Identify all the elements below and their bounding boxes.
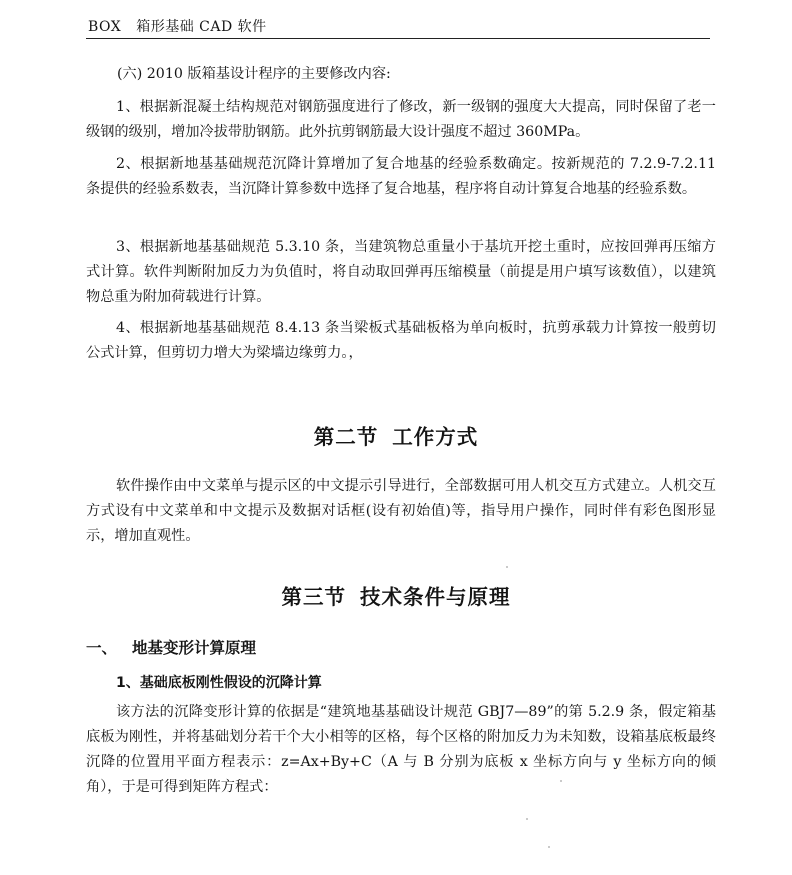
- header-app-name: BOX: [88, 19, 122, 35]
- revision-item-1: 1、根据新混凝土结构规范对钢筋强度进行了修改，新一级钢的强度大大提高，同时保留了老一级钢的级别，增加冷拔带肋钢筋。此外抗剪钢筋最大设计强度不超过 360MPa。: [86, 99, 716, 140]
- scan-speck: [526, 818, 528, 820]
- running-header: [88, 16, 708, 36]
- section-2-title: [0, 420, 792, 450]
- scan-speck: [548, 846, 550, 848]
- header-rule: [86, 38, 710, 39]
- section-2-name: 工作方式: [392, 425, 479, 449]
- header-title: 箱形基础 CAD 软件: [136, 19, 267, 35]
- subsection-number: 一、: [86, 639, 118, 657]
- sub-subsection-heading: 1、基础底板刚性假设的沉降计算: [116, 675, 322, 691]
- revision-item-2: 2、根据新地基基础规范沉降计算增加了复合地基的经验系数确定。按新规范的 7.2.9-7.2.11 条提供的经验系数表，当沉降计算参数中选择了复合地基，程序将自动计算复合地基的经验系数。: [86, 156, 716, 197]
- revision-item-4: 4、根据新地基基础规范 8.4.13 条当梁板式基础板格为单向板时，抗剪承载力计算按一般剪切公式计算，但剪切力增大为梁墙边缘剪力。，: [86, 320, 716, 361]
- section-2-body: 软件操作由中文菜单与提示区的中文提示引导进行，全部数据可用人机交互方式建立。人机交互方式设有中文菜单和中文提示及数据对话框(设有初始值)等，指导用户操作，同时伴有彩色图形显示，增加直观性。: [86, 478, 716, 544]
- scan-speck: [506, 566, 508, 568]
- scan-speck: [560, 780, 562, 782]
- section-3-body: 该方法的沉降变形计算的依据是“建筑地基基础设计规范 GBJ7—89”的第 5.2.9 条，假定箱基底板为刚性，并将基础划分若干个大小相等的区格，每个区格的附加反力为未知数，设箱基底板最终沉降的位置用平面方程表示：z=Ax+By+C（A 与 B 分别为底板 x 坐标方向与 y 坐标方向的倾角），于是可得到矩阵方程式：: [86, 704, 716, 795]
- subsection-title: 地基变形计算原理: [132, 639, 257, 657]
- revision-intro: (六) 2010 版箱基设计程序的主要修改内容:: [117, 66, 391, 82]
- revision-item-3: 3、根据新地基基础规范 5.3.10 条，当建筑物总重量小于基坑开挖土重时，应按回弹再压缩方式计算。软件判断附加反力为负值时，将自动取回弹再压缩模量（前提是用户填写该数值），以建筑物总重为附加荷载进行计算。: [86, 239, 716, 305]
- section-3-title: [0, 580, 792, 610]
- section-3-label: 第三节: [281, 585, 346, 609]
- section-2-label: 第二节: [313, 425, 379, 449]
- section-3-name: 技术条件与原理: [360, 585, 511, 609]
- subsection-heading: [86, 636, 256, 658]
